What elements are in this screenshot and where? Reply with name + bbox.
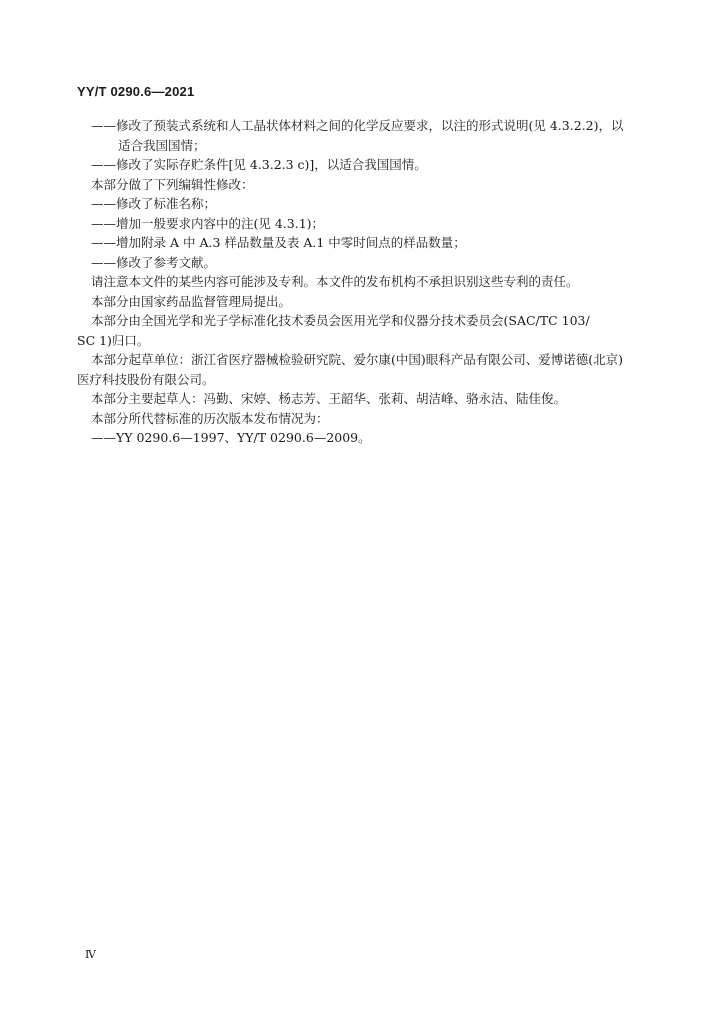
list-item: ——修改了参考文献。 (91, 254, 217, 270)
page-number: Ⅳ (85, 948, 96, 961)
list-item: ——修改了标准名称； (91, 196, 217, 211)
text-line: ——修改了预装式系统和人工晶状体材料之间的化学反应要求，以注的形式说明(见 4.3.2.2)，以 (91, 118, 624, 133)
main-drafters: 本部分主要起草人：冯勤、宋婷、杨志芳、王韶华、张莉、胡洁峰、骆永洁、陆佳俊。 (91, 391, 567, 406)
proposer-statement: 本部分由国家药品监督管理局提出。 (91, 293, 292, 309)
committee-statement-continuation: SC 1)归口。 (77, 332, 150, 348)
text-line-continuation: 适合我国国情； (118, 137, 206, 153)
standard-number-header: YY/T 0290.6—2021 (77, 84, 195, 99)
list-item: ——增加一般要求内容中的注(见 4.3.1)； (91, 215, 325, 231)
document-body (77, 116, 666, 448)
committee-statement: 本部分由全国光学和光子学标准化技术委员会医用光学和仪器分技术委员会(SAC/TC 103/ (91, 313, 590, 328)
patent-notice: 请注意本文件的某些内容可能涉及专利。本文件的发布机构不承担识别这些专利的责任。 (91, 274, 579, 289)
section-statement: 本部分做了下列编辑性修改： (91, 176, 254, 192)
replaced-standards-list: ——YY 0290.6—1997、YY/T 0290.6—2009。 (91, 430, 371, 445)
drafting-units: 本部分起草单位：浙江省医疗器械检验研究院、爱尔康(中国)眼科产品有限公司、爱博诺德(北京) (91, 352, 624, 367)
text-line: ——修改了实际存贮条件[见 4.3.2.3 c)]，以适合我国国情。 (91, 157, 427, 172)
drafting-units-continuation: 医疗科技股份有限公司。 (77, 371, 215, 387)
list-item: ——增加附录 A 中 A.3 样品数量及表 A.1 中零时间点的样品数量； (91, 235, 466, 250)
replaced-standards-intro: 本部分所代替标准的历次版本发布情况为： (91, 410, 329, 426)
